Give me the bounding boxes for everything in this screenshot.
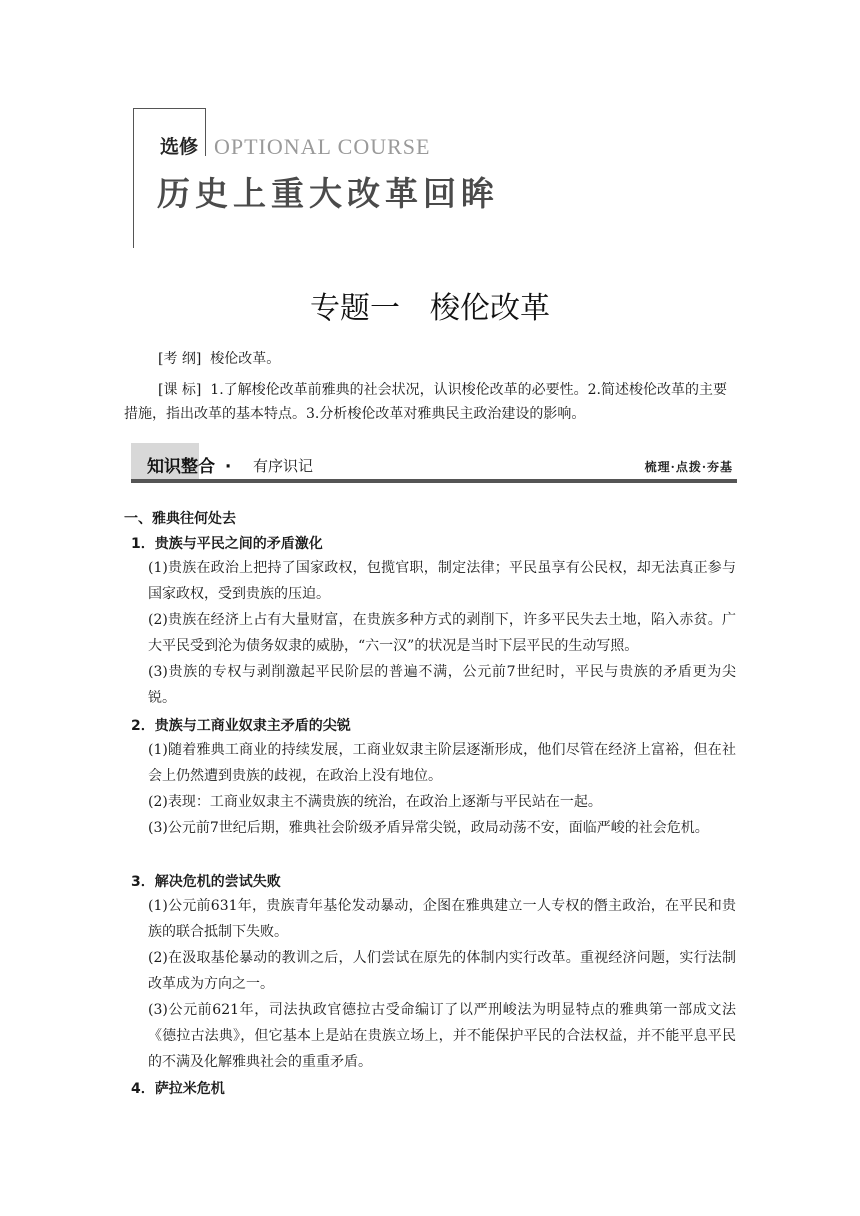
- part-heading: 一、雅典往何处去: [124, 511, 236, 527]
- band-rule: [131, 479, 737, 483]
- kaogang-label: [考 纲]: [158, 351, 202, 367]
- list-item: (3)公元前621年，司法执政官德拉古受命编订了以严刑峻法为明显特点的雅典第一部成文法《德拉古法典》，但它基本上是站在贵族立场上，并不能保护平民的合法权益，并不能平息平民的不满及化解雅典社会的重重矛盾。: [148, 1002, 736, 1070]
- course-label: 选修: [160, 136, 199, 158]
- kebiao-label: [课 标]: [158, 382, 202, 398]
- kebiao-text: 1.了解梭伦改革前雅典的社会状况，认识梭伦改革的必要性。2.简述梭伦改革的主要措施，指出改革的基本特点。3.分析梭伦改革对雅典民主政治建设的影响。: [124, 382, 727, 422]
- section-title: 1．贵族与平民之间的矛盾激化: [131, 536, 323, 552]
- section-title: 3．解决危机的尝试失败: [131, 874, 281, 890]
- section-title: 2．贵族与工商业奴隶主矛盾的尖锐: [131, 718, 351, 734]
- list-item: (1)公元前631年，贵族青年基伦发动暴动，企图在雅典建立一人专权的僭主政治，在平民和贵族的联合抵制下失败。: [148, 898, 736, 940]
- band-subtitle: 有序识记: [253, 457, 314, 475]
- section-band: [131, 443, 737, 483]
- header-frame-divider: [205, 108, 206, 156]
- band-main-title: [147, 452, 231, 477]
- outline-kebiao: [124, 378, 736, 426]
- band-main-text: 知识整合: [147, 457, 215, 477]
- kaogang-text: 梭伦改革。: [210, 351, 281, 367]
- list-item: (2)贵族在经济上占有大量财富，在贵族多种方式的剥削下，许多平民失去土地，陷入赤贫。广大平民受到沦为债务奴隶的威胁，“六一汉”的状况是当时下层平民的生动写照。: [148, 612, 736, 654]
- band-dot: ·: [224, 457, 232, 477]
- list-item: (2)表现：工商业奴隶主不满贵族的统治，在政治上逐渐与平民站在一起。: [148, 794, 602, 810]
- band-right-label: 梳理·点拨·夯基: [644, 460, 733, 474]
- course-label-en: OPTIONAL COURSE: [214, 134, 431, 159]
- section-title: 4．萨拉米危机: [131, 1081, 225, 1097]
- topic-title: [0, 283, 860, 327]
- list-item: (1)随着雅典工商业的持续发展，工商业奴隶主阶层逐渐形成，他们尽管在经济上富裕，但在社会上仍然遭到贵族的歧视，在政治上没有地位。: [148, 742, 736, 784]
- topic-number: 专题一: [310, 291, 400, 326]
- list-item: (1)贵族在政治上把持了国家政权，包揽官职，制定法律；平民虽享有公民权，却无法真正参与国家政权，受到贵族的压迫。: [148, 560, 736, 602]
- list-item: (3)贵族的专权与剥削激起平民阶层的普遍不满，公元前7世纪时，平民与贵族的矛盾更为尖锐。: [148, 664, 736, 706]
- outline-kaogang: [124, 348, 736, 371]
- topic-name: 梭伦改革: [430, 291, 550, 326]
- course-title: 历史上重大改革回眸: [157, 174, 499, 213]
- list-item: (3)公元前7世纪后期，雅典社会阶级矛盾异常尖锐，政局动荡不安，面临严峻的社会危机。: [148, 820, 709, 836]
- list-item: (2)在汲取基伦暴动的教训之后，人们尝试在原先的体制内实行改革。重视经济问题，实行法制改革成为方向之一。: [148, 950, 736, 992]
- header-frame-top: [133, 108, 205, 109]
- header-frame-left: [133, 108, 134, 248]
